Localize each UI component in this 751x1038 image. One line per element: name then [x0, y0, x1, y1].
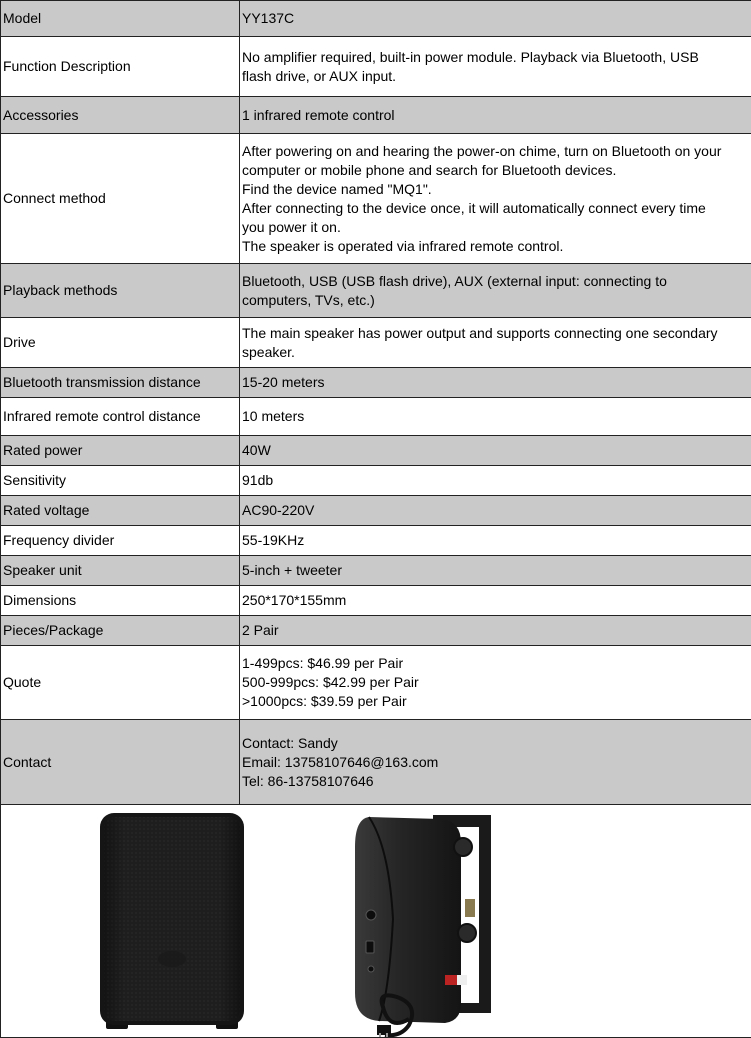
row-product-images [1, 805, 751, 1038]
row-drive [1, 318, 751, 368]
value-line: YY137C [242, 9, 749, 28]
speaker-side-with-bracket-icon [349, 807, 499, 1038]
row-value [240, 37, 751, 97]
value-line: 15-20 meters [242, 373, 749, 392]
value-line: Contact: Sandy [242, 734, 749, 753]
row-value [240, 586, 751, 616]
row-label: Pieces/Package [1, 616, 240, 646]
row-pieces-package [1, 616, 751, 646]
value-line: 250*170*155mm [242, 591, 749, 610]
value-line: The main speaker has power output and supports connecting one secondary [242, 324, 749, 343]
value-line: >1000pcs: $39.59 per Pair [242, 692, 749, 711]
row-playback-methods [1, 264, 751, 318]
row-speaker-unit [1, 556, 751, 586]
row-value [240, 134, 751, 264]
row-label: Accessories [1, 97, 240, 134]
row-frequency-divider [1, 526, 751, 556]
value-line: flash drive, or AUX input. [242, 67, 749, 86]
speaker-front-icon [98, 811, 258, 1035]
row-value [240, 556, 751, 586]
row-value [240, 97, 751, 134]
row-label: Playback methods [1, 264, 240, 318]
row-value [240, 616, 751, 646]
row-function-description [1, 37, 751, 97]
row-label: Model [1, 1, 240, 37]
row-rated-power [1, 436, 751, 466]
row-dimensions [1, 586, 751, 616]
value-line: AC90-220V [242, 501, 749, 520]
row-value [240, 398, 751, 436]
product-images-cell [1, 805, 751, 1038]
row-model [1, 1, 751, 37]
value-line: computer or mobile phone and search for Bluetooth devices. [242, 161, 749, 180]
row-label: Connect method [1, 134, 240, 264]
row-connect-method [1, 134, 751, 264]
value-line: 40W [242, 441, 749, 460]
row-value [240, 646, 751, 720]
row-sensitivity [1, 466, 751, 496]
row-value [240, 526, 751, 556]
row-label: Bluetooth transmission distance [1, 368, 240, 398]
row-label: Speaker unit [1, 556, 240, 586]
value-line: After connecting to the device once, it will automatically connect every time [242, 199, 749, 218]
row-value [240, 318, 751, 368]
value-line: Bluetooth, USB (USB flash drive), AUX (external input: connecting to [242, 272, 749, 291]
row-rated-voltage [1, 496, 751, 526]
row-value [240, 720, 751, 805]
value-line: 10 meters [242, 407, 749, 426]
value-line: The speaker is operated via infrared remote control. [242, 237, 749, 256]
row-quote [1, 646, 751, 720]
row-label: Drive [1, 318, 240, 368]
row-label: Rated voltage [1, 496, 240, 526]
row-value [240, 466, 751, 496]
row-accessories [1, 97, 751, 134]
value-line: computers, TVs, etc.) [242, 291, 749, 310]
row-value [240, 436, 751, 466]
row-label: Function Description [1, 37, 240, 97]
row-bluetooth-distance [1, 368, 751, 398]
value-line: 1-499pcs: $46.99 per Pair [242, 654, 749, 673]
row-label: Rated power [1, 436, 240, 466]
value-line: 1 infrared remote control [242, 106, 749, 125]
row-label: Contact [1, 720, 240, 805]
row-label: Infrared remote control distance [1, 398, 240, 436]
row-value [240, 264, 751, 318]
value-line: 55-19KHz [242, 531, 749, 550]
value-line: No amplifier required, built-in power module. Playback via Bluetooth, USB [242, 48, 749, 67]
row-value [240, 368, 751, 398]
row-infrared-distance [1, 398, 751, 436]
value-line: you power it on. [242, 218, 749, 237]
row-label: Quote [1, 646, 240, 720]
value-line: Find the device named "MQ1". [242, 180, 749, 199]
row-label: Dimensions [1, 586, 240, 616]
value-line: 91db [242, 471, 749, 490]
value-line: Tel: 86-13758107646 [242, 772, 749, 791]
value-line: 500-999pcs: $42.99 per Pair [242, 673, 749, 692]
value-line: Email: 13758107646@163.com [242, 753, 749, 772]
value-line: 2 Pair [242, 621, 749, 640]
value-line: speaker. [242, 343, 749, 362]
row-contact [1, 720, 751, 805]
value-line: 5-inch + tweeter [242, 561, 749, 580]
value-line: After powering on and hearing the power-on chime, turn on Bluetooth on your [242, 142, 749, 161]
row-label: Frequency divider [1, 526, 240, 556]
row-value [240, 1, 751, 37]
row-label: Sensitivity [1, 466, 240, 496]
row-value [240, 496, 751, 526]
